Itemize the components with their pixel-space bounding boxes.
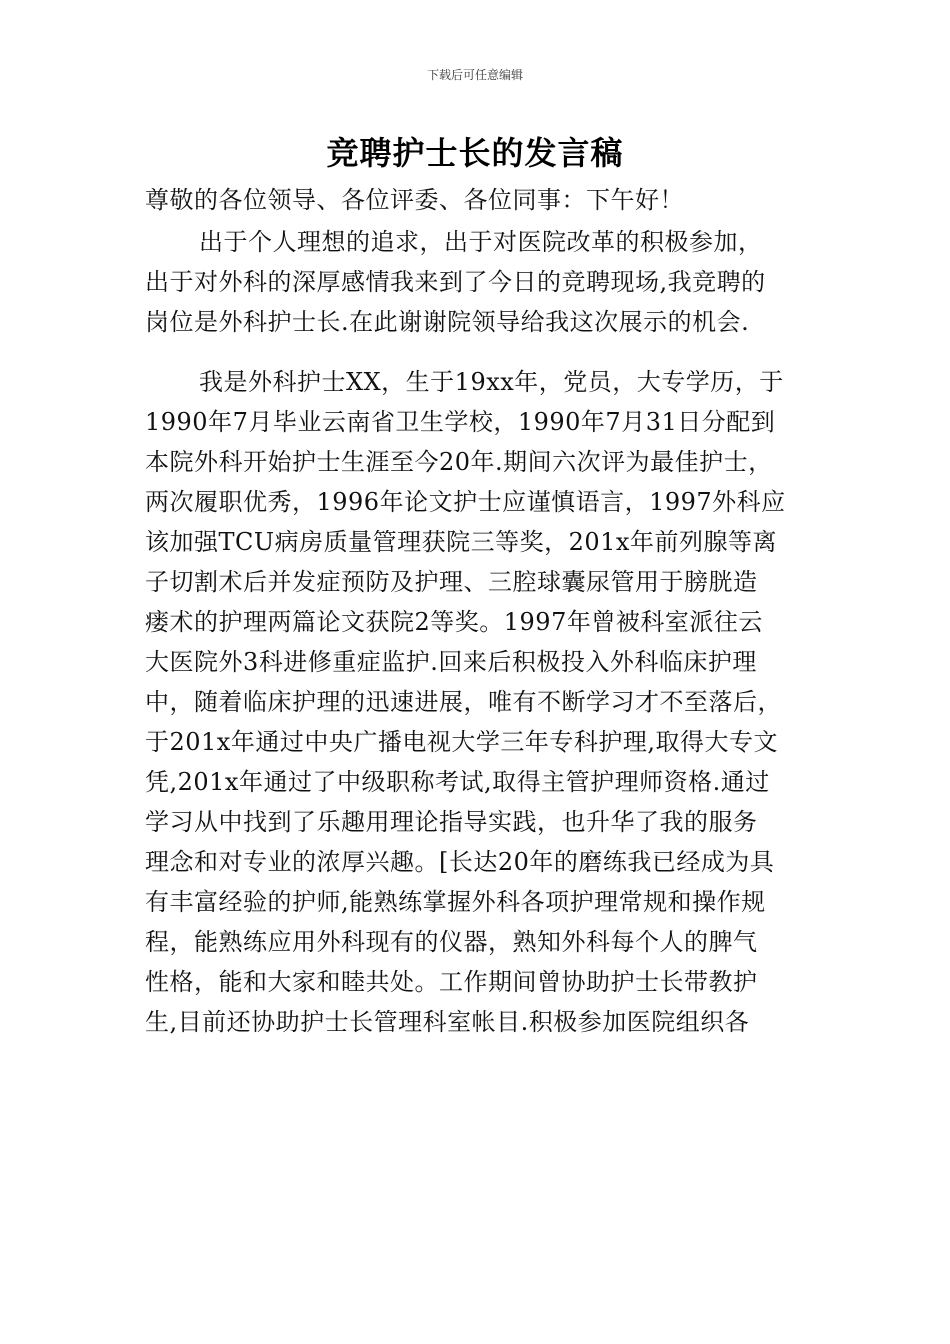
paragraph-line: 中，随着临床护理的迅速进展，唯有不断学习才不至落后，	[145, 688, 782, 716]
paragraph-line: 程，能熟练应用外科现有的仪器，熟知外科每个人的脾气	[145, 928, 758, 956]
paragraph-line: 凭,201x年通过了中级职称考试,取得主管护理师资格.通过	[145, 768, 770, 796]
paragraph-line: 学习从中找到了乐趣用理论指导实践，也升华了我的服务	[145, 808, 758, 836]
greeting-line: 尊敬的各位领导、各位评委、各位同事：下午好！	[145, 186, 684, 214]
paragraph-line: 出于个人理想的追求，出于对医院改革的积极参加，	[199, 228, 763, 256]
paragraph-line: 生,目前还协助护士长管理科室帐目.积极参加医院组织各	[145, 1008, 750, 1036]
document-body	[145, 180, 809, 1042]
header-note: 下载后可任意编辑	[426, 68, 523, 82]
paragraph-line: 1990年7月毕业云南省卫生学校，1990年7月31日分配到	[145, 408, 776, 436]
paragraph-line: 该加强TCU病房质量管理获院三等奖，201x年前列腺等离	[145, 528, 777, 556]
paragraph-line: 子切割术后并发症预防及护理、三腔球囊尿管用于膀胱造	[145, 568, 758, 596]
paragraph-line: 本院外科开始护士生涯至今20年.期间六次评为最佳护士，	[145, 448, 773, 476]
document-title: 竞聘护士长的发言稿	[326, 134, 624, 172]
paragraph-line: 大医院外3科进修重症监护.回来后积极投入外科临床护理	[145, 648, 757, 676]
paragraph-line: 性格，能和大家和睦共处。工作期间曾协助护士长带教护	[145, 968, 758, 996]
paragraph-line: 我是外科护士XX，生于19xx年，党员，大专学历，于	[199, 368, 784, 396]
paragraph-line: 两次履职优秀，1996年论文护士应谨慎语言，1997外科应	[145, 488, 786, 516]
paragraph-line: 瘘术的护理两篇论文获院2等奖。1997年曾被科室派往云	[145, 608, 763, 636]
paragraph-line: 于201x年通过中央广播电视大学三年专科护理,取得大专文	[145, 728, 778, 756]
paragraph-line: 出于对外科的深厚感情我来到了今日的竞聘现场,我竞聘的	[145, 268, 766, 296]
paragraph-gap	[145, 342, 809, 362]
paragraph-line: 有丰富经验的护师,能熟练掌握外科各项护理常规和操作规	[145, 888, 766, 916]
paragraph-line: 理念和对专业的浓厚兴趣。[长达20年的磨练我已经成为具	[145, 848, 775, 876]
paragraph-line: 岗位是外科护士长.在此谢谢院领导给我这次展示的机会.	[145, 308, 750, 336]
